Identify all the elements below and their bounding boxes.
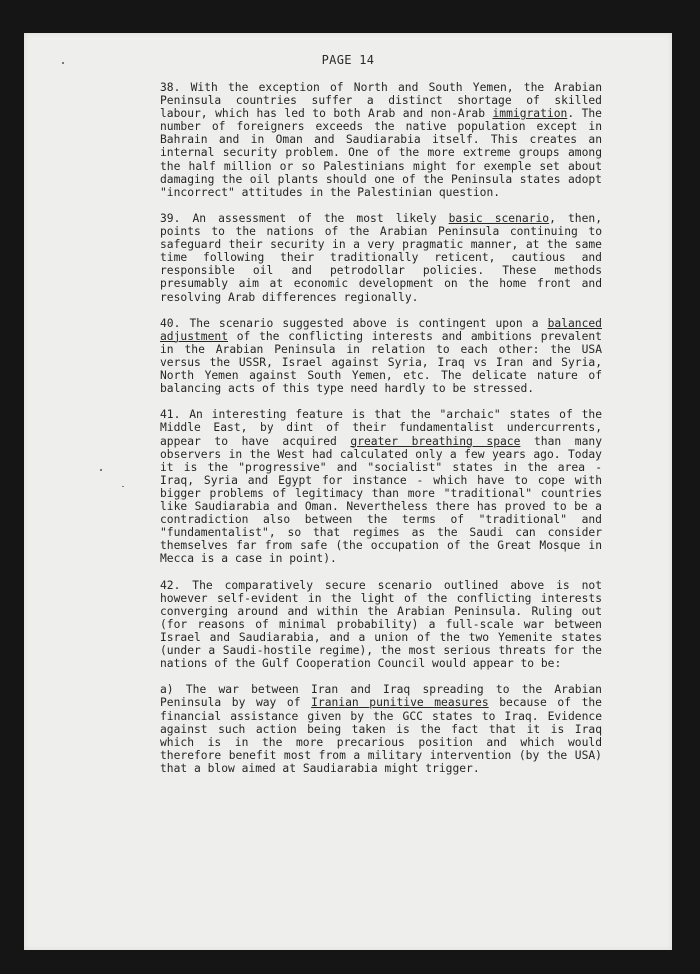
paragraph-38: 38. With the exception of North and South Yemen, the Arabian Peninsula countries suffer a distinct shortage of skilled labour, which has led to both Arab and non-Arab immigration. The number of foreigners exceeds the native population except in Bahrain and in Oman and Saudiarabia itself. This creates an internal security problem. One of the more extreme groups among the half million or so Palestinians might for exemple set about damaging the oil plants should one of the Peninsula states adopt "incorrect" attitudes in the Palestinian question. — [160, 81, 602, 199]
paragraph-40: 40. The scenario suggested above is contingent upon a balanced adjustment of the conflicting interests and ambitions prevalent in the Arabian Peninsula in relation to each other: the USA versus the USSR, Israel against Syria, Iraq vs Iran and Syria, North Yemen against South Yemen, etc. The delicate nature of balancing acts of this type need hardly to be stressed. — [160, 316, 602, 396]
document-page — [24, 33, 672, 950]
paragraph-a: a) The war between Iran and Iraq spreading to the Arabian Peninsula by way of Iranian punitive measures because of the financial assistance given by the GCC states to Iraq. Evidence against such action being taken is the fact that it is Iraq which is in the more precarious position and which would therefore benefit most from a military intervention (by the USA) that a blow aimed at Saudiarabia might trigger. — [160, 683, 602, 775]
scan-speck — [62, 62, 64, 64]
scan-speck — [100, 469, 102, 471]
underlined-term: greater breathing space — [350, 434, 521, 448]
page-header: PAGE 14 — [321, 53, 375, 67]
document-body — [160, 81, 602, 788]
underlined-term: Iranian punitive measures — [311, 696, 489, 710]
paragraph-39: 39. An assessment of the most likely basic scenario, then, points to the nations of the Arabian Peninsula continuing to safeguard their security in a very pragmatic manner, at the same time following their traditionally reticent, cautious and responsible oil and petrodollar policies. These methods presumably aim at economic development on the home front and resolving Arab differences regionally. — [160, 211, 602, 304]
scan-speck — [122, 486, 124, 487]
underlined-term: balanced adjustment — [160, 316, 602, 343]
underlined-term: immigration — [492, 107, 568, 121]
paragraph-41: 41. An interesting feature is that the "archaic" states of the Middle East, by dint of their fundamentalist undercurrents, appear to have acquired greater breathing space than many observers in the West had calculated only a few years ago. Today it is the "progressive" and "socialist" states in the area - Iraq, Syria and Egypt for instance - which have to cope with bigger problems of legitimacy than more "traditional" countries like Saudiarabia and Oman. Nevertheless there has proved to be a contradiction also between the terms of "traditional" and "fundamentalist", so that regimes as the Saudi can consider themselves far from safe (the occupation of the Great Mosque in Mecca is a case in point). — [160, 408, 602, 566]
paragraph-42: 42. The comparatively secure scenario outlined above is not however self-evident in the light of the conflicting interests converging around and within the Arabian Peninsula. Ruling out (for reasons of minimal probability) a full-scale war between Israel and Saudiarabia, and a union of the two Yemenite states (under a Saudi-hostile regime), the most serious threats for the nations of the Gulf Cooperation Council would appear to be: — [160, 578, 602, 671]
underlined-term: basic scenario — [448, 211, 550, 225]
